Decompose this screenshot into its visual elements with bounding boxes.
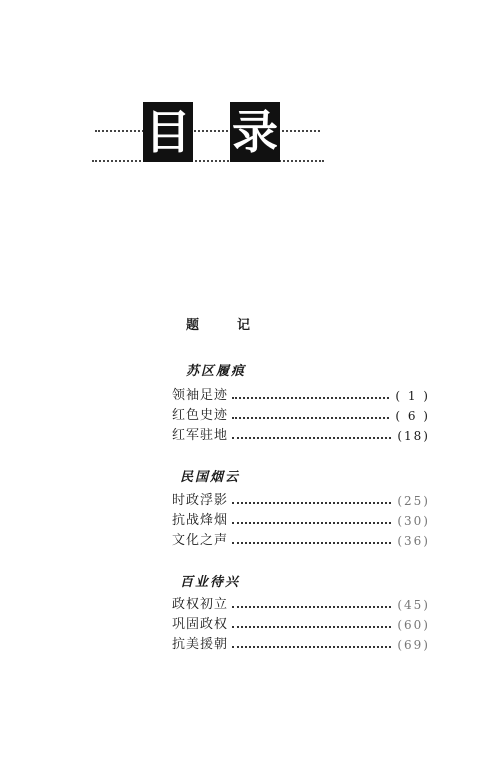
toc-entry[interactable] [172,492,430,510]
section-title-1: 苏区履痕 [186,364,247,379]
leader-dots [232,502,391,504]
toc-entry[interactable] [172,616,430,634]
entry-label: 抗美援朝 [172,637,229,652]
entry-label: 时政浮影 [172,493,229,508]
leader-dots [232,646,391,648]
entry-page: (30) [397,514,430,528]
leader-dots [232,606,391,608]
entry-label: 领袖足迹 [172,388,229,403]
entry-label: 文化之声 [172,533,229,548]
leader-dots [232,542,391,544]
leader-dots [232,522,391,524]
entry-page: (36) [397,534,430,548]
entry-page: (60) [397,618,430,632]
entry-page: (18) [397,429,430,443]
title-area [0,0,504,180]
toc-entry[interactable] [172,636,430,654]
leader-dots [232,417,389,419]
entry-label: 巩固政权 [172,617,229,632]
entry-label: 红军驻地 [172,428,229,443]
section-title-3: 百业待兴 [180,575,241,590]
entry-page: (45) [397,598,430,612]
page-title-char-1: 目 [143,102,193,162]
toc-entry[interactable] [172,387,430,405]
toc-entry[interactable] [172,532,430,550]
preface-entry[interactable] [186,314,250,333]
preface-char-1: 题 [186,318,200,333]
title-rule-top [95,130,320,132]
entry-label: 红色史迹 [172,408,229,423]
toc-entry[interactable] [172,427,430,445]
section-title-2: 民国烟云 [180,470,241,485]
preface-char-2: 记 [237,318,251,333]
page-title-char-2: 录 [230,102,280,162]
entry-page: ( 1 ) [395,389,430,403]
leader-dots [232,626,391,628]
entry-page: (25) [397,494,430,508]
toc-entry[interactable] [172,512,430,530]
entry-page: (69) [397,638,430,652]
toc-entry[interactable] [172,407,430,425]
entry-label: 政权初立 [172,597,229,612]
entry-page: ( 6 ) [395,409,430,423]
leader-dots [232,437,391,439]
leader-dots [232,397,389,399]
entry-label: 抗战烽烟 [172,513,229,528]
title-rule-bottom [92,160,324,162]
toc-entry[interactable] [172,596,430,614]
